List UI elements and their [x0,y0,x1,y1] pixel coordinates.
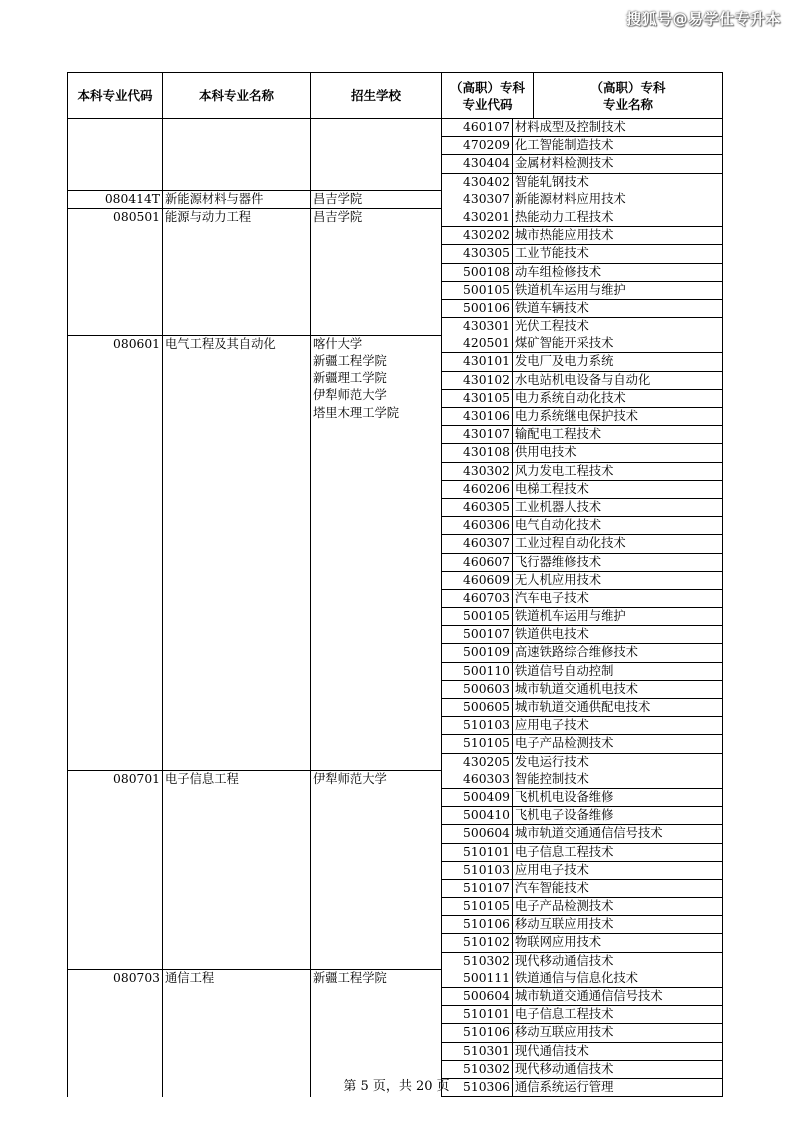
college-code: 510302 [442,953,513,970]
course-row [442,970,722,988]
college-code: 510306 [442,1079,513,1096]
college-code: 430107 [442,426,513,443]
course-row [442,155,722,173]
college-code: 430102 [442,372,513,389]
undergrad-name: 新能源材料与器件 [163,191,311,209]
college-code: 460607 [442,554,513,571]
header-college-code: （高职）专科 专业代码 [442,73,534,119]
college-code: 510301 [442,1043,513,1060]
course-row [442,318,722,335]
college-code: 500111 [442,970,513,987]
college-code: 460306 [442,517,513,534]
course-row [442,572,722,590]
course-row [442,771,722,789]
course-row [442,681,722,699]
college-name: 移动互联应用技术 [515,917,614,932]
college-course-list [442,335,723,771]
college-course-list [442,191,723,209]
school-list [311,209,442,335]
college-name: 电子信息工程技术 [515,844,614,859]
header-undergrad-name: 本科专业名称 [163,73,311,119]
college-name: 飞机电子设备维修 [515,808,614,823]
school-name: 新疆工程学院 [313,971,387,986]
college-code: 460303 [442,771,513,788]
course-row [442,335,722,353]
college-code: 430205 [442,754,513,771]
college-name: 热能动力工程技术 [515,209,614,224]
group-row [68,209,723,335]
college-code: 500105 [442,608,513,625]
undergrad-name: 电子信息工程 [163,771,311,970]
college-name: 城市轨道交通供配电技术 [515,700,651,715]
course-row [442,353,722,371]
college-name: 汽车智能技术 [515,880,589,895]
college-name: 工业节能技术 [515,246,589,261]
college-name: 材料成型及控制技术 [515,120,626,134]
college-code: 430307 [442,191,513,208]
course-row [442,825,722,843]
undergrad-code: 080601 [68,335,163,771]
college-name: 无人机应用技术 [515,572,602,587]
course-row [442,408,722,426]
course-row [442,916,722,934]
college-name: 发电运行技术 [515,754,589,769]
undergrad-code: 080501 [68,209,163,335]
course-row [442,663,722,681]
college-code: 460609 [442,572,513,589]
course-row [442,264,722,282]
undergrad-code [68,119,163,191]
course-row [442,119,722,137]
college-code: 430301 [442,318,513,335]
college-name: 水电站机电设备与自动化 [515,372,651,387]
college-code: 510106 [442,1024,513,1041]
college-name: 飞机机电设备维修 [515,789,614,804]
college-name: 电力系统继电保护技术 [515,409,638,424]
school-name: 昌吉学院 [313,192,363,207]
course-row [442,608,722,626]
course-row [442,1024,722,1042]
college-name: 输配电工程技术 [515,427,602,442]
course-row [442,880,722,898]
course-row [442,137,722,155]
college-name: 铁道信号自动控制 [515,663,614,678]
college-code: 460703 [442,590,513,607]
college-name: 铁道通信与信息化技术 [515,970,638,985]
college-code: 510105 [442,898,513,915]
college-name: 智能控制技术 [515,771,589,786]
watermark: 搜狐号@易学仕专升本 [625,10,781,28]
college-code: 510107 [442,880,513,897]
college-code: 500110 [442,663,513,680]
school-name: 伊犁师范大学 [313,772,387,787]
college-code: 460206 [442,481,513,498]
college-name: 现代移动通信技术 [515,1061,614,1076]
course-row [442,390,722,408]
college-name: 煤矿智能开采技术 [515,336,614,351]
course-row [442,807,722,825]
course-row [442,862,722,880]
course-row [442,300,722,318]
course-row [442,209,722,227]
college-code: 430106 [442,408,513,425]
college-name: 汽车电子技术 [515,590,589,605]
undergrad-name [163,119,311,191]
college-code: 500106 [442,300,513,317]
college-code: 430305 [442,245,513,262]
course-row [442,517,722,535]
college-code: 430201 [442,209,513,226]
college-name: 通信系统运行管理 [515,1079,614,1094]
undergrad-code: 080703 [68,970,163,1097]
group-row [68,771,723,970]
college-name: 移动互联应用技术 [515,1025,614,1040]
course-row [442,372,722,390]
college-code: 430105 [442,390,513,407]
college-course-list [442,119,723,191]
group-row [68,335,723,771]
college-name: 铁道供电技术 [515,627,589,642]
header-row [68,73,723,119]
course-row [442,590,722,608]
college-code: 460307 [442,535,513,552]
college-name: 飞行器维修技术 [515,554,602,569]
college-code: 510103 [442,717,513,734]
college-name: 铁道机车运用与维护 [515,282,626,297]
school-name: 喀什大学 [313,336,363,351]
course-row [442,227,722,245]
college-name: 风力发电工程技术 [515,463,614,478]
group-row [68,191,723,209]
college-code: 420501 [442,335,513,352]
undergrad-code: 080701 [68,771,163,970]
group-row [68,119,723,191]
college-name: 电力系统自动化技术 [515,390,626,405]
college-name: 电子信息工程技术 [515,1007,614,1022]
college-name: 城市轨道交通通信信号技术 [515,826,663,841]
college-course-list [442,771,723,970]
undergrad-code: 080414T [68,191,163,209]
undergrad-name: 通信工程 [163,970,311,1097]
college-code: 510101 [442,1006,513,1023]
college-code: 510102 [442,934,513,951]
course-row [442,1043,722,1061]
college-code: 500109 [442,644,513,661]
course-row [442,844,722,862]
course-row [442,426,722,444]
college-code: 510302 [442,1061,513,1078]
course-row [442,535,722,553]
college-name: 城市轨道交通机电技术 [515,681,638,696]
course-row [442,953,722,970]
header-school: 招生学校 [311,73,442,119]
college-code: 500604 [442,988,513,1005]
college-name: 应用电子技术 [515,718,589,733]
college-code: 430404 [442,155,513,172]
college-name: 工业机器人技术 [515,499,602,514]
course-row [442,245,722,263]
college-code: 500107 [442,626,513,643]
college-code: 460305 [442,499,513,516]
course-row [442,499,722,517]
college-code: 500105 [442,282,513,299]
college-code: 500603 [442,681,513,698]
college-name: 物联网应用技术 [515,935,602,950]
course-row [442,282,722,300]
school-name: 新疆工程学院 [313,353,387,368]
college-name: 新能源材料应用技术 [515,191,626,206]
college-code: 430202 [442,227,513,244]
course-row [442,717,722,735]
college-name: 城市轨道交通通信信号技术 [515,989,663,1004]
college-name: 化工智能制造技术 [515,138,614,153]
college-name: 现代通信技术 [515,1043,589,1058]
college-name: 光伏工程技术 [515,319,589,334]
course-row [442,554,722,572]
header-undergrad-code: 本科专业代码 [68,73,163,119]
college-code: 500409 [442,789,513,806]
school-name: 新疆理工学院 [313,371,387,386]
college-name: 高速铁路综合维修技术 [515,645,638,660]
school-list [311,119,442,191]
college-name: 应用电子技术 [515,862,589,877]
course-row [442,481,722,499]
undergrad-name: 能源与动力工程 [163,209,311,335]
college-code: 510105 [442,735,513,752]
college-code: 430101 [442,353,513,370]
college-name: 动车组检修技术 [515,264,602,279]
college-code: 500108 [442,264,513,281]
course-row [442,934,722,952]
school-name: 塔里木理工学院 [313,405,400,420]
course-row [442,444,722,462]
college-name: 发电厂及电力系统 [515,354,614,369]
college-code: 470209 [442,137,513,154]
college-name: 铁道机车运用与维护 [515,609,626,624]
college-name: 电梯工程技术 [515,481,589,496]
course-row [442,1006,722,1024]
course-row [442,463,722,481]
school-name: 昌吉学院 [313,210,363,225]
college-code: 460107 [442,119,513,136]
college-code: 430302 [442,463,513,480]
college-name: 城市热能应用技术 [515,228,614,243]
course-row [442,988,722,1006]
school-list [311,191,442,209]
course-row [442,898,722,916]
college-code: 500604 [442,825,513,842]
college-name: 供用电技术 [515,445,577,460]
college-name: 电子产品检测技术 [515,899,614,914]
undergrad-name: 电气工程及其自动化 [163,335,311,771]
college-code: 430402 [442,174,513,191]
college-name: 铁道车辆技术 [515,300,589,315]
college-code: 500605 [442,699,513,716]
course-row [442,626,722,644]
college-name: 金属材料检测技术 [515,156,614,171]
course-row [442,754,722,771]
college-name: 现代移动通信技术 [515,953,614,968]
college-code: 430108 [442,444,513,461]
course-row [442,644,722,662]
school-list [311,335,442,771]
course-row [442,191,722,208]
page-footer: 第 5 页，共 20 页 [343,1079,450,1094]
course-row [442,174,722,191]
header-college-name: （高职）专科 专业名称 [534,73,723,119]
college-code: 510101 [442,844,513,861]
major-table [67,72,723,1097]
college-code: 510106 [442,916,513,933]
college-code: 500410 [442,807,513,824]
college-name: 电子产品检测技术 [515,736,614,751]
college-name: 工业过程自动化技术 [515,536,626,551]
college-course-list [442,209,723,335]
college-name: 电气自动化技术 [515,518,602,533]
college-code: 510103 [442,862,513,879]
school-name: 伊犁师范大学 [313,388,387,403]
course-row [442,735,722,753]
course-row [442,699,722,717]
course-row [442,789,722,807]
college-name: 智能轧钢技术 [515,174,589,189]
school-list [311,771,442,970]
